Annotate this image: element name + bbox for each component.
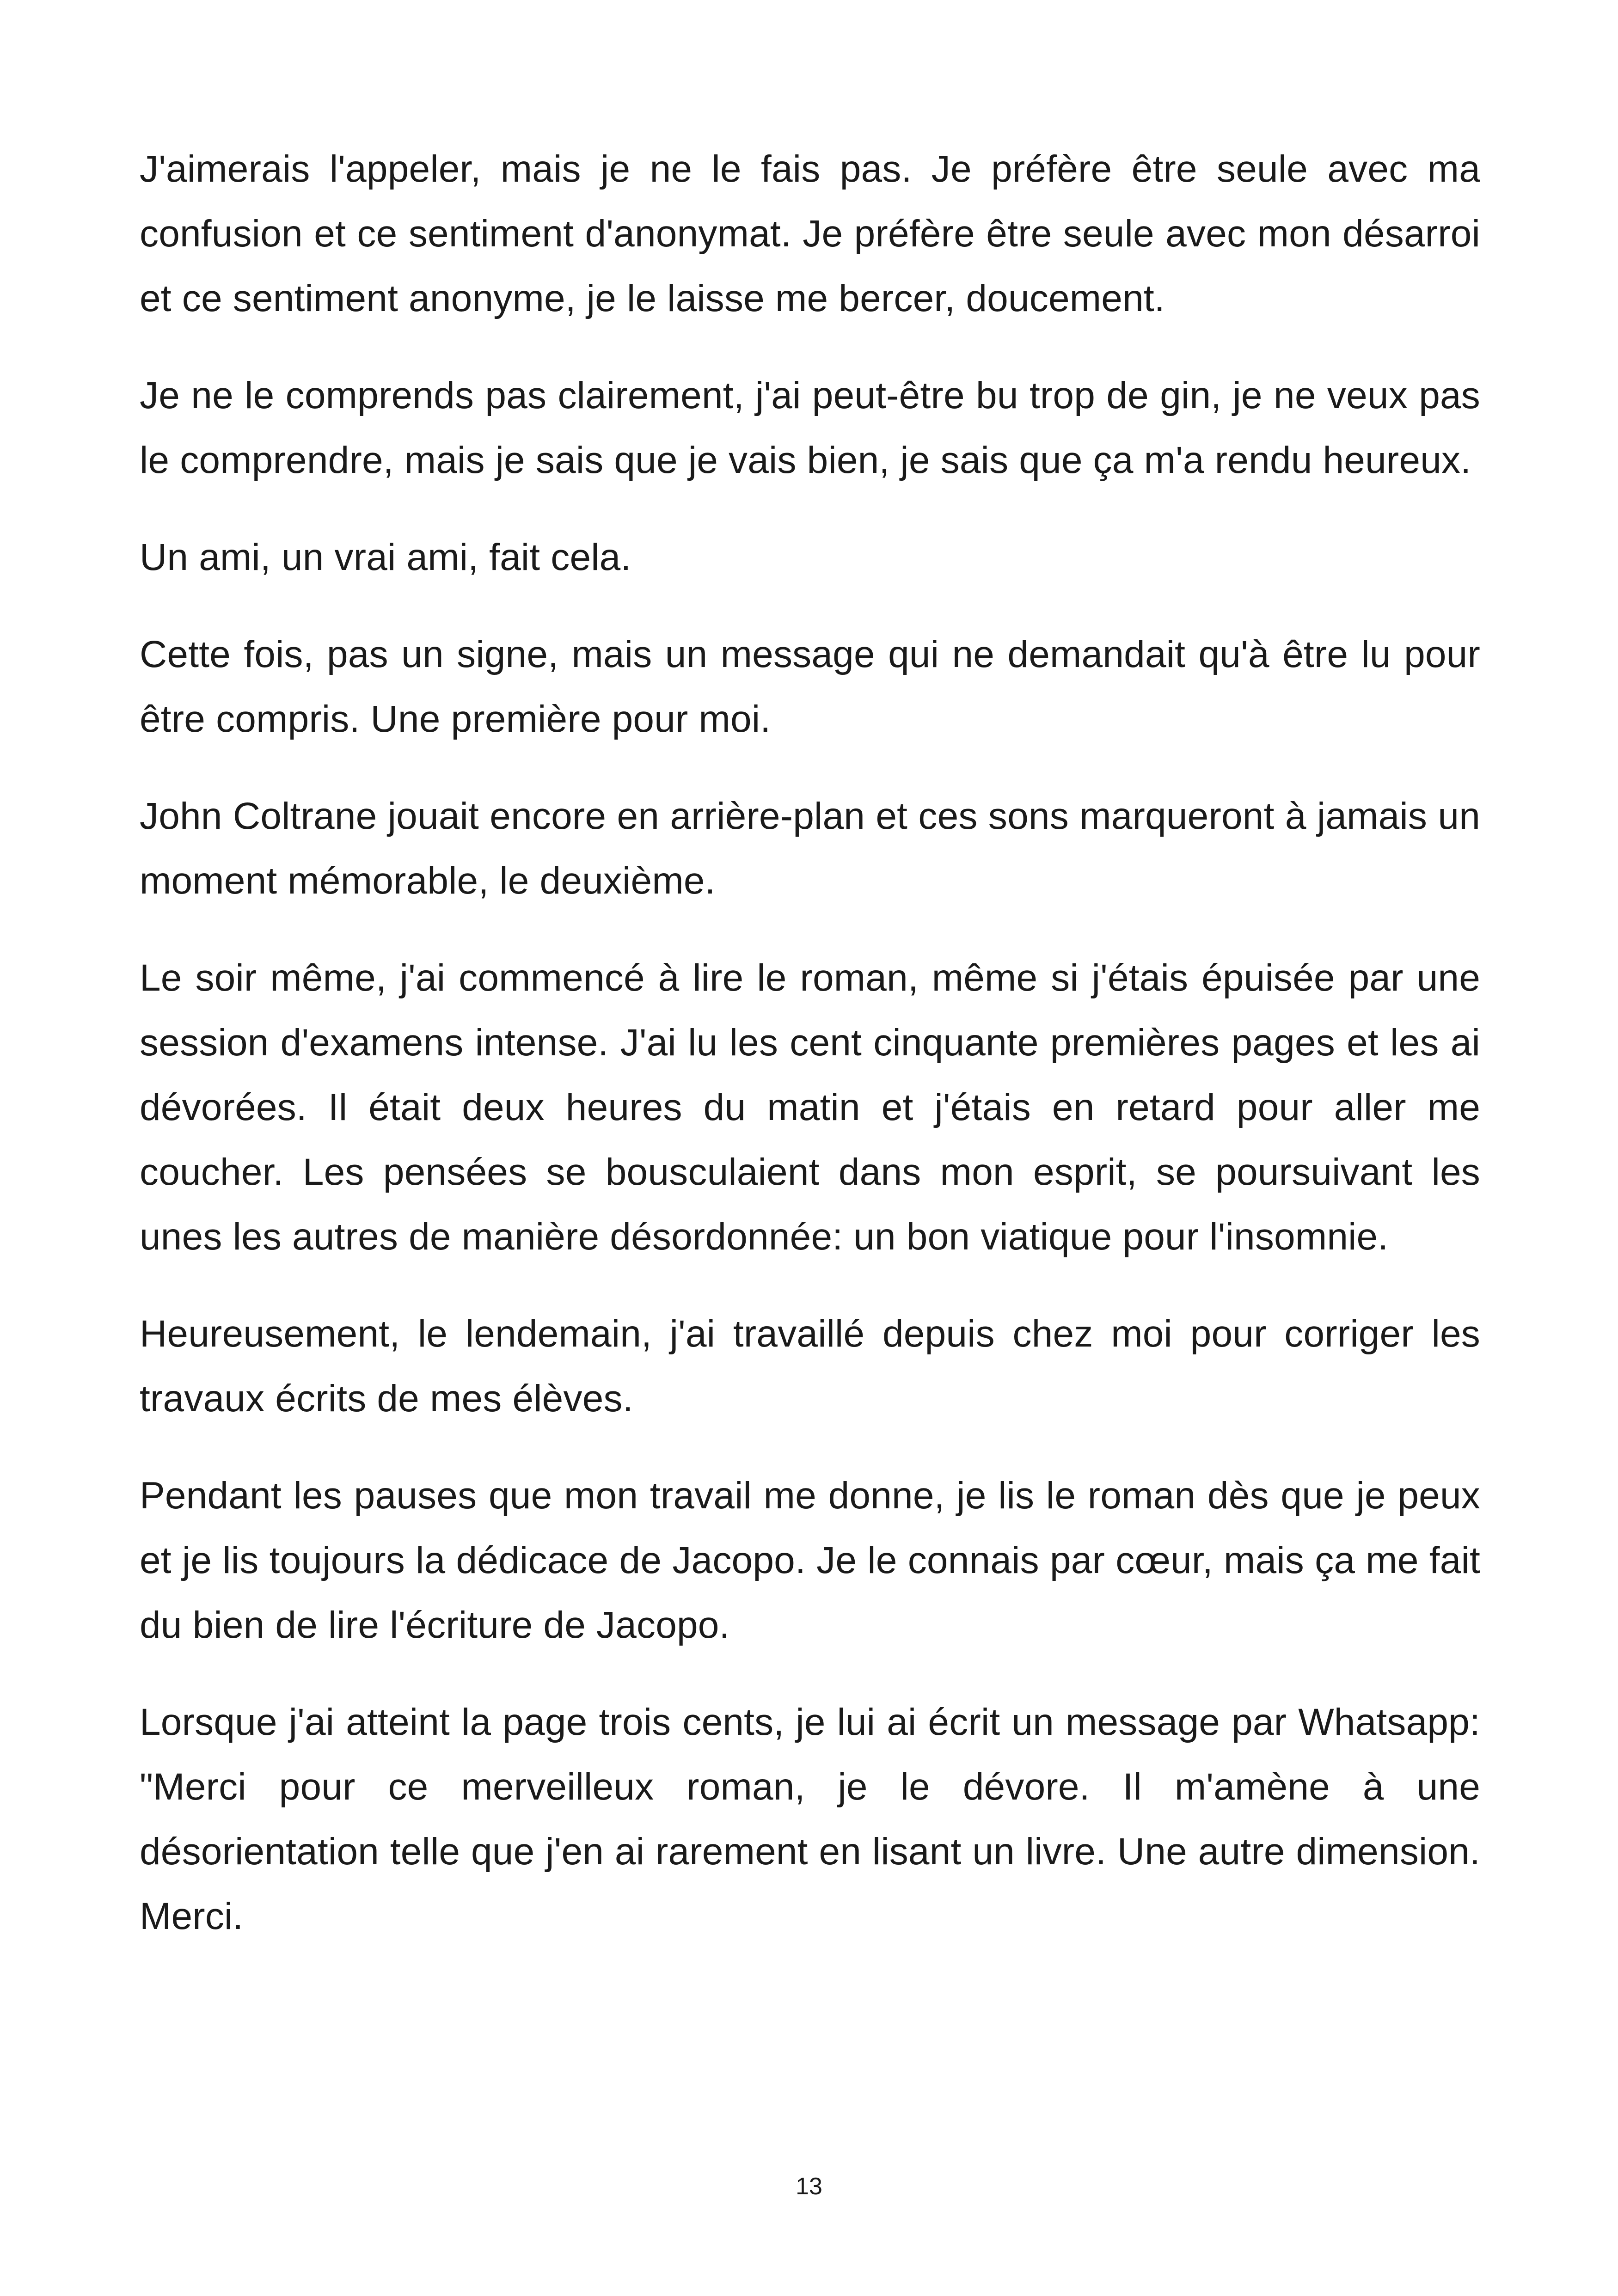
paragraph: Un ami, un vrai ami, fait cela.	[140, 536, 631, 578]
page-number: 13	[796, 2173, 822, 2200]
paragraph: J'aimerais l'appeler, mais je ne le fais pas. Je préfère être seule avec ma confusion et ce sentiment d'anonymat. Je préfère être seule avec mon désarroi et ce sentiment anonyme, je le laisse me bercer, doucement.	[140, 148, 1480, 319]
paragraph: Heureusement, le lendemain, j'ai travaillé depuis chez moi pour corriger les travaux écrits de mes élèves.	[140, 1313, 1480, 1420]
paragraph: Lorsque j'ai atteint la page trois cents, je lui ai écrit un message par Whatsapp: "Merci pour ce merveilleux roman, je le dévore. Il m'amène à une désorientation telle que j'en ai rarement en lisant un livre. Une autre dimension. Merci.	[140, 1701, 1480, 1937]
paragraph: Cette fois, pas un signe, mais un message qui ne demandait qu'à être lu pour être compris. Une première pour moi.	[140, 633, 1480, 740]
paragraph: Le soir même, j'ai commencé à lire le roman, même si j'étais épuisée par une session d'examens intense. J'ai lu les cent cinquante premières pages et les ai dévorées. Il était deux heures du matin et j'étais en retard pour aller me coucher. Les pensées se bousculaient dans mon esprit, se poursuivant les unes les autres de manière désordonnée: un bon viatique pour l'insomnie.	[140, 957, 1480, 1258]
body-text	[140, 137, 1480, 1981]
paragraph: Je ne le comprends pas clairement, j'ai peut-être bu trop de gin, je ne veux pas le comprendre, mais je sais que je vais bien, je sais que ça m'a rendu heureux.	[140, 374, 1480, 481]
paragraph: John Coltrane jouait encore en arrière-plan et ces sons marqueront à jamais un moment mémorable, le deuxième.	[140, 795, 1480, 902]
paragraph: Pendant les pauses que mon travail me donne, je lis le roman dès que je peux et je lis toujours la dédicace de Jacopo. Je le connais par cœur, mais ça me fait du bien de lire l'écriture de Jacopo.	[140, 1475, 1480, 1646]
